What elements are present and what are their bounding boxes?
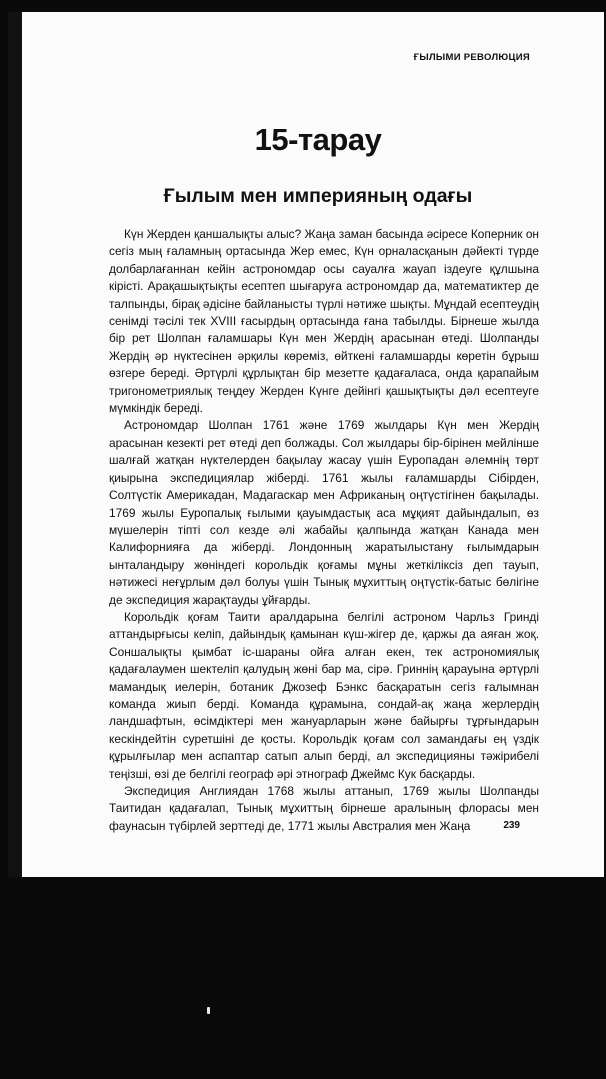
paragraph-2: Астрономдар Шолпан 1761 және 1769 жылдары Күн мен Жердің арасынан кезекті рет өтеді деп болжады. Сол жылдары бір-бірінен мейлінше шалғай жатқан нүктелерден бақылау жасау үшін Еуропадан әлемнің төрт қиырына экспедициялар жіберді. 1761 жылы ғаламшарды Сібірден, Солтүстік Америкадан, Мадагаскар мен Африканың оңтүстігінен бақылады. 1769 жылы Еуропалық ғылыми қауымдастық аса мұқият дайындалып, өз мүшелерін тіпті сол кезде әлі жабайы қалпында жатқан Канада мен Калифорнияға да жіберді. Лондонның жаратылыстану ғылымдарын ынталандыру жөніндегі корольдік қоғамы мұны жеткіліксіз деп тауып, нәтижесі неғұрлым дәл болуы үшін Тынық мұхиттың оңтүстік-батыс бөлігіне де экспедиция жарақтауды ұйғарды.	[109, 418, 539, 607]
scan-speck	[207, 1007, 210, 1014]
page-number: 239	[503, 820, 520, 831]
paragraph-4: Экспедиция Англиядан 1768 жылы аттанып, 1769 жылы Шолпанды Таитидан қадағалап, Тынық мұхиттың бірнеше аралының флорасы мен фаунасын түбірлей зерттеді де, 1771 жылы Австралия мен Жаңа	[109, 784, 539, 833]
chapter-number: 15-тарау	[254, 122, 382, 157]
running-head: ҒЫЛЫМИ РЕВОЛЮЦИЯ	[413, 52, 530, 63]
book-page	[8, 12, 604, 877]
paragraph-1: Күн Жерден қаншалықты алыс? Жаңа заман басында әсіресе Коперник он сегіз мың ғаламның ортасында Жер емес, Күн орналасқанын дәйекті түрде долбарлағаннан кейін астрономдар осы сауалға жауап іздеуге құлшына кірісті. Арақашықтықты есептеп шығаруға астрономдар да, математиктер де талпынды, бірақ әдісіне байланысты түрлі нәтиже шықты. Мұндай есептеудің сенімді тәсілі тек XVIII ғасырдың ортасында ғана табылды. Бірнеше жылда бір рет Шолпан ғаламшары Күн мен Жердің арасынан өтеді. Шолпанды Жердің әр нүктесінен әрқилы көреміз, өйткені ғаламшарды көретін бұрыш өзгере береді. Әртүрлі құрлықтан бір мезетте қадағаласа, онда қарапайым тригонометриялық теңдеу Жерден Күнге дейінгі қашықтықты дәл есептеуге мүмкіндік береді.	[109, 227, 539, 416]
body-text	[109, 226, 539, 835]
paragraph-3: Корольдік қоғам Таити аралдарына белгілі астроном Чарльз Гринді аттандырғысы келіп, дайындық қамынан күш-жігер де, қаржы да аяған жоқ. Соншалықты қымбат іс-шараны ойға алған екен, тек астрономиялық қадағалаумен шектеліп қалудың жөні бар ма, сірә. Гриннің қарауына әртүрлі мамандық иелерін, ботаник Джозеф Бэнкс басқаратын сегіз ғалымнан команда жиып берді. Команда құрамына, сондай-ақ жаңа жерлердің ландшафтын, өсімдіктері мен жануарларын және байырғы тұрғындарын кескіндейтін суретшіні де қосты. Корольдік қоғам сол замандағы ең үздік құрылғылар мен аспаптар сатып алып берді, ал экспедицияны тәжірибелі теңізші, өзі де белгілі географ әрі этнограф Джеймс Кук басқарды.	[109, 609, 539, 781]
chapter-title: Ғылым мен империяның одағы	[163, 185, 473, 207]
